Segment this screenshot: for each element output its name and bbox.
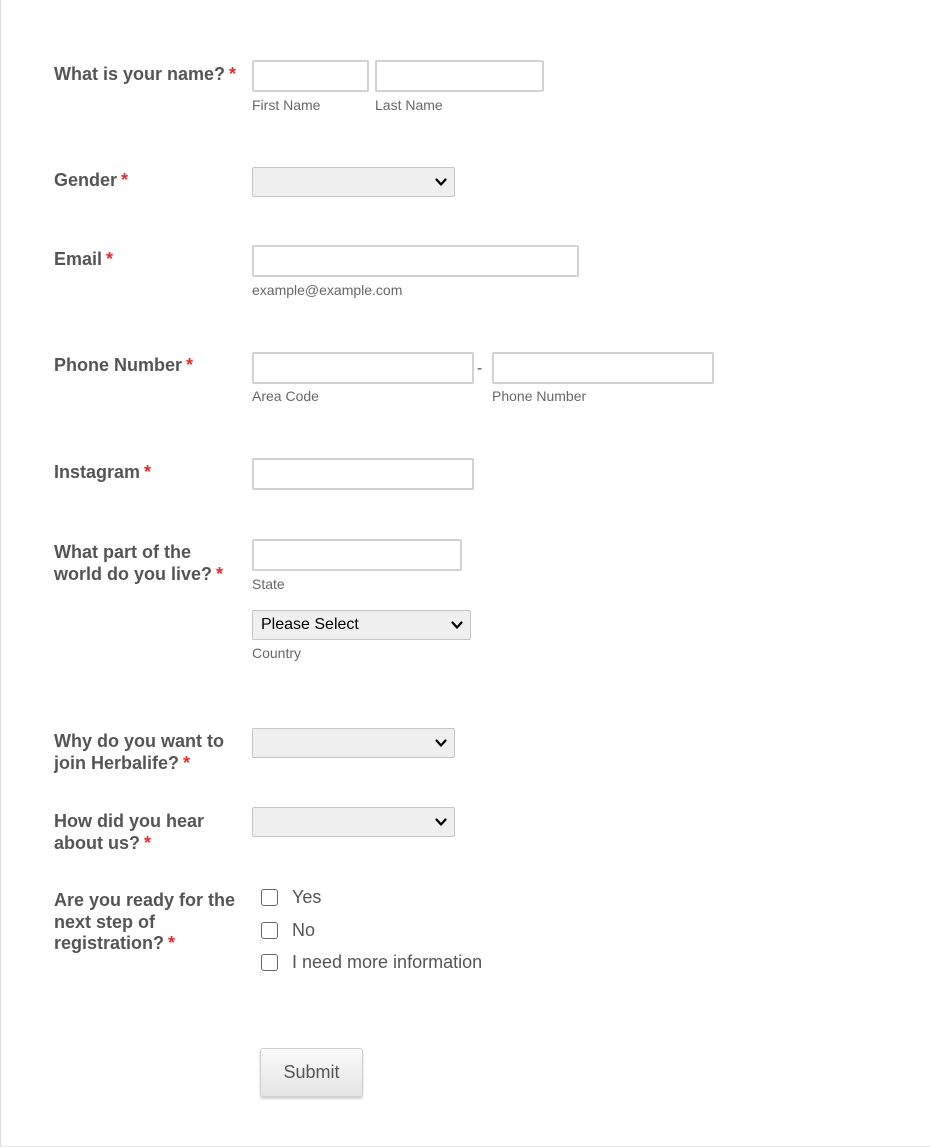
phone-number-sublabel: Phone Number: [492, 388, 587, 404]
why-join-label-line2: join Herbalife?: [54, 752, 180, 773]
required-marker: *: [229, 64, 237, 84]
chevron-down-icon: [434, 175, 448, 189]
ready-label-line3: registration?: [54, 933, 165, 953]
name-label-text: What is your name?: [54, 64, 226, 84]
phone-number-input[interactable]: [492, 352, 714, 384]
last-name-input[interactable]: [375, 60, 544, 92]
gender-label: [54, 170, 128, 192]
chevron-down-icon: [450, 618, 464, 632]
checkbox-more-info[interactable]: [261, 954, 278, 971]
phone-label: [54, 355, 193, 377]
checkbox-no[interactable]: [261, 922, 278, 939]
phone-label-text: Phone Number: [54, 355, 183, 375]
why-join-select[interactable]: [252, 728, 455, 758]
required-marker: *: [121, 170, 129, 190]
ready-label-line2: next step of: [54, 911, 156, 932]
first-name-sublabel: First Name: [252, 97, 321, 113]
why-join-label: [54, 731, 224, 774]
location-label: [54, 542, 223, 585]
email-sublabel: example@example.com: [252, 282, 403, 298]
required-marker: *: [168, 933, 176, 953]
required-marker: *: [183, 752, 191, 773]
required-marker: *: [186, 355, 194, 375]
page-left-edge: [0, 0, 1, 1147]
hear-about-label-line1: How did you hear: [54, 811, 205, 831]
country-selected-value: Please Select: [261, 616, 359, 633]
area-code-input[interactable]: [252, 352, 474, 384]
hear-about-select[interactable]: [252, 807, 455, 837]
checkbox-yes[interactable]: [261, 889, 278, 906]
option-label-yes: Yes: [292, 887, 322, 907]
hear-about-label-line2: about us?: [54, 832, 140, 853]
gender-label-text: Gender: [54, 170, 118, 190]
submit-button[interactable]: Submit: [260, 1048, 363, 1097]
email-label-text: Email: [54, 249, 103, 269]
ready-label-line1: Are you ready for the: [54, 890, 236, 910]
location-label-line1: What part of the: [54, 542, 191, 562]
required-marker: *: [216, 563, 224, 584]
state-sublabel: State: [252, 576, 285, 592]
ready-label: [54, 890, 235, 955]
option-label-more-info: I need more information: [292, 952, 483, 972]
name-label: [54, 64, 236, 86]
email-label: [54, 249, 113, 271]
required-marker: *: [144, 462, 152, 482]
instagram-input[interactable]: [252, 458, 474, 490]
why-join-label-line1: Why do you want to: [54, 731, 224, 751]
last-name-sublabel: Last Name: [375, 97, 443, 113]
first-name-input[interactable]: [252, 60, 369, 92]
country-select[interactable]: [252, 610, 471, 640]
country-sublabel: Country: [252, 645, 302, 661]
required-marker: *: [106, 249, 114, 269]
area-code-sublabel: Area Code: [252, 388, 319, 404]
required-marker: *: [144, 832, 152, 853]
instagram-label: [54, 462, 151, 484]
hear-about-label: [54, 811, 204, 854]
chevron-down-icon: [434, 815, 448, 829]
email-input[interactable]: [252, 245, 579, 277]
phone-separator: -: [477, 360, 483, 377]
instagram-label-text: Instagram: [54, 462, 141, 482]
gender-select[interactable]: [252, 167, 455, 197]
chevron-down-icon: [434, 736, 448, 750]
state-input[interactable]: [252, 539, 462, 571]
option-label-no: No: [292, 920, 316, 940]
location-label-line2: world do you live?: [54, 563, 213, 584]
